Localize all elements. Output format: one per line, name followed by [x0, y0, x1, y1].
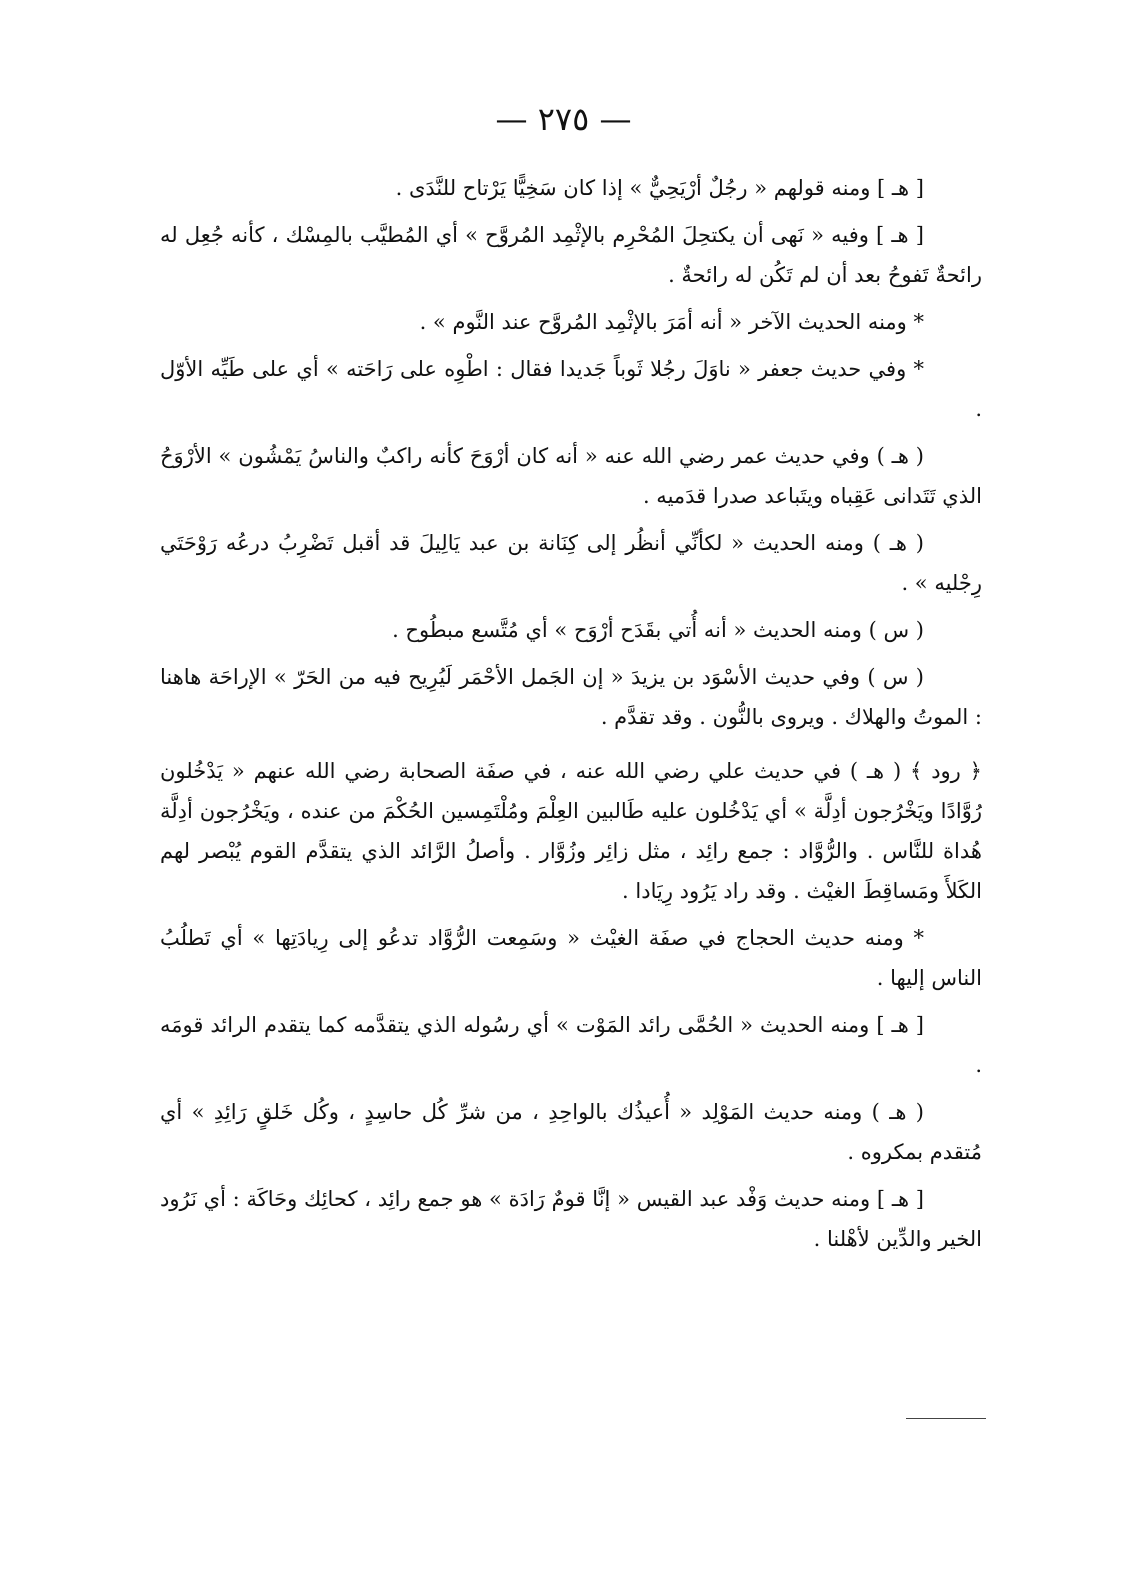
paragraph-12: ( هـ ) ومنه حديث المَوْلِد « أُعيذُك بالواحِدِ ، من شرِّ كُل حاسِدٍ ، وكُل خَلقٍ رَائِدِ » أي مُتقدم بمكروه . [160, 1100, 982, 1164]
page-number: — ٢٧٥ — [495, 100, 632, 138]
footnote-divider [906, 1418, 986, 1419]
paragraph-7: ( س ) ومنه الحديث « أنه أُتي بقَدَح أرْوَح » أي مُتَّسع مبطُوح . [392, 618, 924, 642]
paragraph-2: [ هـ ] وفيه « نَهى أن يكتحِلَ المُحْرِم بالإثْمِد المُروَّح » أي المُطيَّب بالمِسْك ، كأنه جُعِل له رائحةٌ تَفوحُ بعد أن لم تَكُن له رائحةٌ . [160, 223, 982, 287]
paragraph-10: * ومنه حديث الحجاج في صفَة الغيْث « وسَمِعت الرُّوَّاد تدعُو إلى رِيادَتِها » أي تَطلُبُ الناس إليها . [160, 926, 982, 990]
paragraph-11: [ هـ ] ومنه الحديث « الحُمَّى رائد المَوْت » أي رسُوله الذي يتقدَّمه كما يتقدم الرائد قومَه . [160, 1013, 982, 1077]
paragraph-8: ( س ) وفي حديث الأسْوَد بن يزيدَ « إن الجَمل الأحْمَر لَيُرِيح فيه من الحَرّ » الإراحَة هاهنا : الموتُ والهلاك . ويروى بالنُّون . وقد تقدَّم . [160, 665, 982, 729]
paragraph-4: * وفي حديث جعفر « ناوَلَ رجُلا ثَوباً جَديدا فقال : اطْوِه على رَاحَته » أي على طَيِّه الأوّل . [160, 357, 982, 421]
paragraph-1: [ هـ ] ومنه قولهم « رجُلٌ أرْيَحِيٌّ » إذا كان سَخِيًّا يَرْتاح للنَّدَى . [395, 176, 924, 200]
paragraph-6: ( هـ ) ومنه الحديث « لكأنِّي أنظُر إلى كِنَانة بن عبد يَالِيلَ قد أقبل تَضْرِبُ درعُه رَوْحَتَي رِجْليه » . [160, 531, 982, 595]
paragraph-3: * ومنه الحديث الآخر « أنه أمَرَ بالإثْمِد المُروَّح عند النَّوم » . [419, 310, 924, 334]
paragraph-5: ( هـ ) وفي حديث عمر رضي الله عنه « أنه كان أرْوَحَ كأنه راكبٌ والناسُ يَمْشُون » الأرْوَحُ الذي تَتَدانى عَقِباه ويتَباعد صدرا قدَميه . [160, 444, 982, 508]
page-body [160, 168, 982, 1266]
entry-heading-paragraph: ﴿ رود ﴾ ( هـ ) في حديث علي رضي الله عنه ، في صفَة الصحابة رضي الله عنهم « يَدْخُلون رُوَّادًا ويَخْرُجون أدِلَّة » أي يَدْخُلون عليه طَالبين العِلْمَ ومُلْتَمِسين الحُكْمَ من عنده ، ويَخْرُجون أدِلَّة هُداة للنَّاس . والرُّوَّاد : جمع رائِد ، مثل زائِر وزُوَّار . وأصلُ الرَّائد الذي يتقدَّم القوم يُبْصر لهم الكَلأَ ومَساقِطَ الغيْث . وقد راد يَرُود رِيَادا . [160, 759, 982, 903]
paragraph-13: [ هـ ] ومنه حديث وَفْد عبد القيس « إنَّا قومٌ رَادَة » هو جمع رائِد ، كحائِك وحَاكَة : أي نَرُود الخير والدِّين لأهْلنا . [160, 1187, 982, 1251]
